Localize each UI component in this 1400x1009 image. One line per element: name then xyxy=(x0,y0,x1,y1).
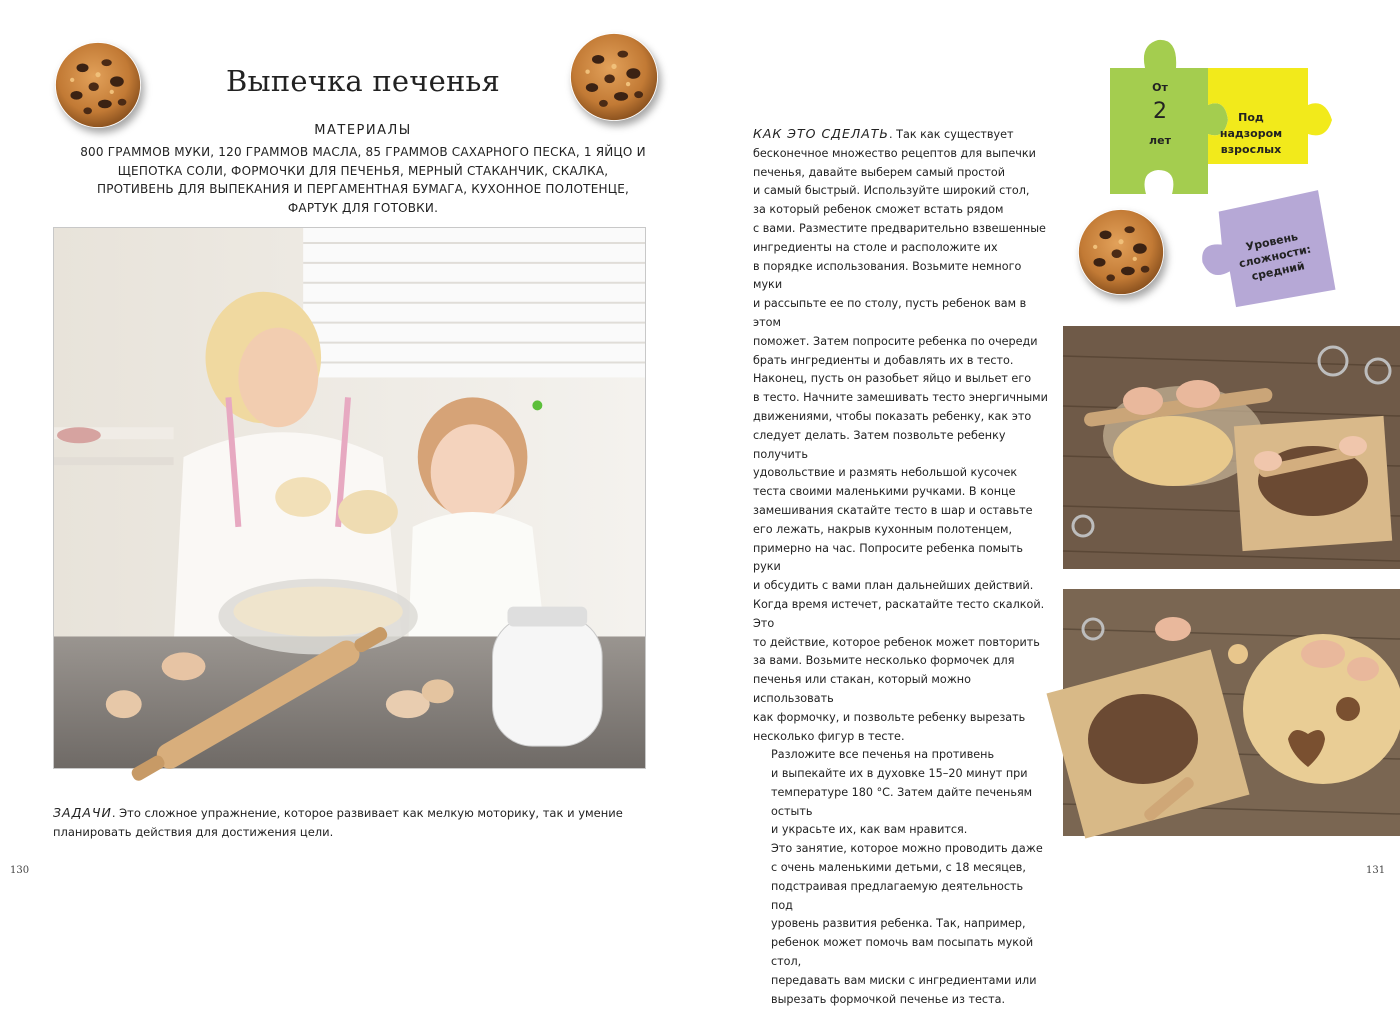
photo-cutting-cookies xyxy=(1063,589,1400,836)
supervision-label: Под надзором взрослых xyxy=(1219,111,1283,156)
materials-heading: МАТЕРИАЛЫ xyxy=(314,123,412,138)
age-value: 2 xyxy=(1153,99,1167,124)
howto-paragraph-3: Это занятие, которое можно проводить даже с очень маленькими детьми, с 18 месяцев, подстраивая предлагаемую деятельность под уровень развития ребенка. Так, например, ребенок может помочь вам посыпать мукой стол, передавать вам миски с ингредиентами или вырезать формочкой печенье из теста. xyxy=(771,842,1043,1006)
page-number-right: 131 xyxy=(1366,865,1386,876)
age-unit-label: лет xyxy=(1149,134,1171,147)
difficulty-label: Уровень сложности: средний xyxy=(1237,229,1313,284)
howto-label: КАК ЭТО СДЕЛАТЬ xyxy=(753,126,890,141)
tasks-label: ЗАДАЧИ xyxy=(53,805,112,820)
page-number-left: 130 xyxy=(10,865,30,876)
howto-paragraph-2: Разложите все печенья на противень и выпекайте их в духовке 15–20 минут при температуре 180 °C. Затем дайте печеньям остыть и украсьте их, как вам нравится. xyxy=(771,748,1033,837)
page-title: Выпечка печенья xyxy=(226,64,500,98)
cookie-image-right xyxy=(1078,209,1164,295)
howto-text-column xyxy=(753,125,1048,1009)
tasks-text: . Это сложное упражнение, которое развивает как мелкую моторику, так и умение планировать действия для достижения цели. xyxy=(53,806,623,839)
tasks-paragraph xyxy=(53,804,653,841)
materials-text: 800 ГРАММОВ МУКИ, 120 ГРАММОВ МАСЛА, 85 ГРАММОВ САХАРНОГО ПЕСКА, 1 ЯЙЦО И ЩЕПОТКА СОЛИ, ФОРМОЧКИ ДЛЯ ПЕЧЕНЬЯ, МЕРНЫЙ СТАКАНЧИК, СКАЛКА, ПРОТИВЕНЬ ДЛЯ ВЫПЕКАНИЯ И ПЕРГАМЕНТНАЯ БУМАГА, КУХОННОЕ ПОЛОТЕНЦЕ, ФАРТУК ДЛЯ ГОТОВКИ. xyxy=(80,145,646,215)
photo-rolling-dough xyxy=(1063,326,1400,569)
age-from-label: От xyxy=(1152,81,1168,94)
howto-paragraph-1 xyxy=(753,125,1048,746)
howto-paragraph-1-text: . Так как существует бесконечное множество рецептов для выпечки печенья, давайте выберем самый простой и самый быстрый. Используйте широкий стол, за который ребенок сможет встать рядом с вами. Разместите предварительно взвешенные ингредиенты на столе и расположите их в порядке использования. Возьмите немного муки и рассыпьте ее по столу, пусть ребенок вам в этом поможет. Затем попросите ребенка по очереди брать ингредиенты и добавлять их в тесто. Наконец, пусть он разобьет яйцо и выльет его в тесто. Начните замешивать тесто энергичными движениями, чтобы показать ребенку, как это следует делать. Затем позвольте ребенку получить удовольствие и размять небольшой кусочек теста своими маленькими ручками. В конце замешивания скатайте тесто в шар и оставьте его лежать, накрыв кухонным полотенцем, примерно на час. Попросите ребенка помыть руки и обсудить с вами план дальнейших действий. Когда время истечет, раскатайте тесто скалкой. Это то действие, которое ребенок может повторить за вами. Возьмите несколько формочек для печенья или стакан, который можно использовать как формочку, и позвольте ребенку вырезать несколько фигур в тесте. xyxy=(753,128,1048,743)
photo-mother-and-child-baking xyxy=(53,227,646,769)
